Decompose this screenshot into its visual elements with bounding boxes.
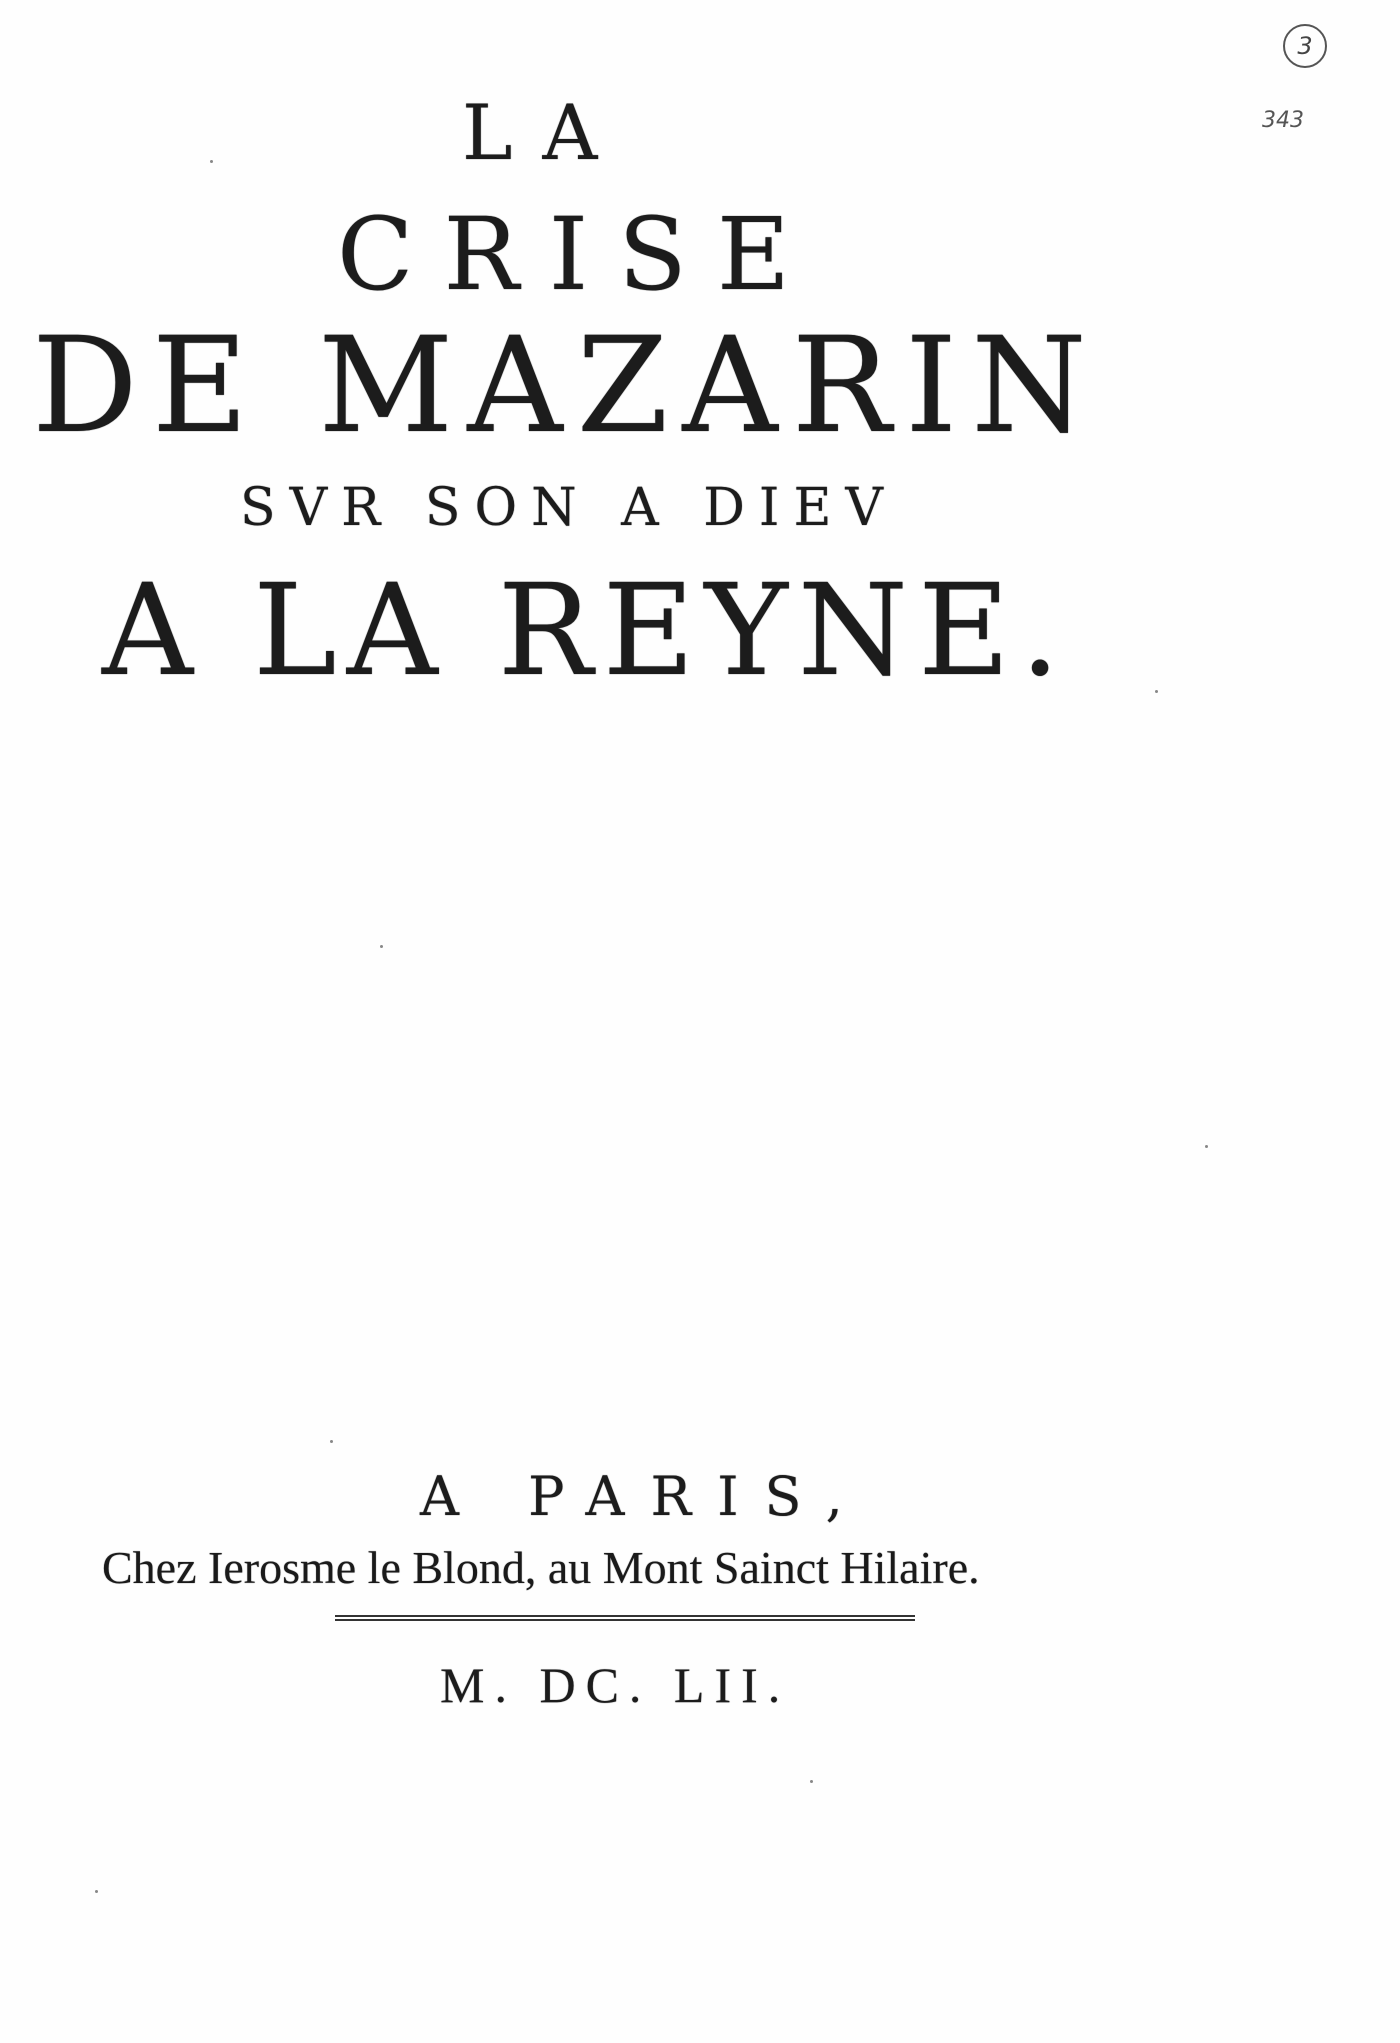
title-line-la: LA	[462, 88, 628, 177]
title-line-crise: CRISE	[337, 196, 820, 313]
paper-speck	[330, 1440, 333, 1443]
paper-speck	[810, 1780, 813, 1783]
paper-speck	[1205, 1145, 1208, 1148]
paper-speck	[380, 945, 383, 948]
imprint-publisher: Chez Ierosme le Blond, au Mont Sainct Hilaire.	[102, 1542, 980, 1593]
archive-circled-number: 3	[1283, 24, 1327, 68]
imprint-city: A PARIS,	[420, 1465, 869, 1528]
title-line-sur-son-adieu: SVR SON A DIEV	[240, 478, 897, 538]
paper-speck	[95, 1890, 98, 1893]
archive-shelf-number: 343	[1262, 108, 1304, 133]
imprint-date: M. DC. LII.	[440, 1657, 791, 1713]
paper-speck	[210, 160, 213, 163]
title-line-de-mazarin: DE MAZARIN	[32, 309, 1101, 463]
imprint-divider-rule	[335, 1615, 915, 1621]
title-line-a-la-reyne: A LA REYNE.	[102, 557, 1071, 704]
paper-speck	[1155, 690, 1158, 693]
